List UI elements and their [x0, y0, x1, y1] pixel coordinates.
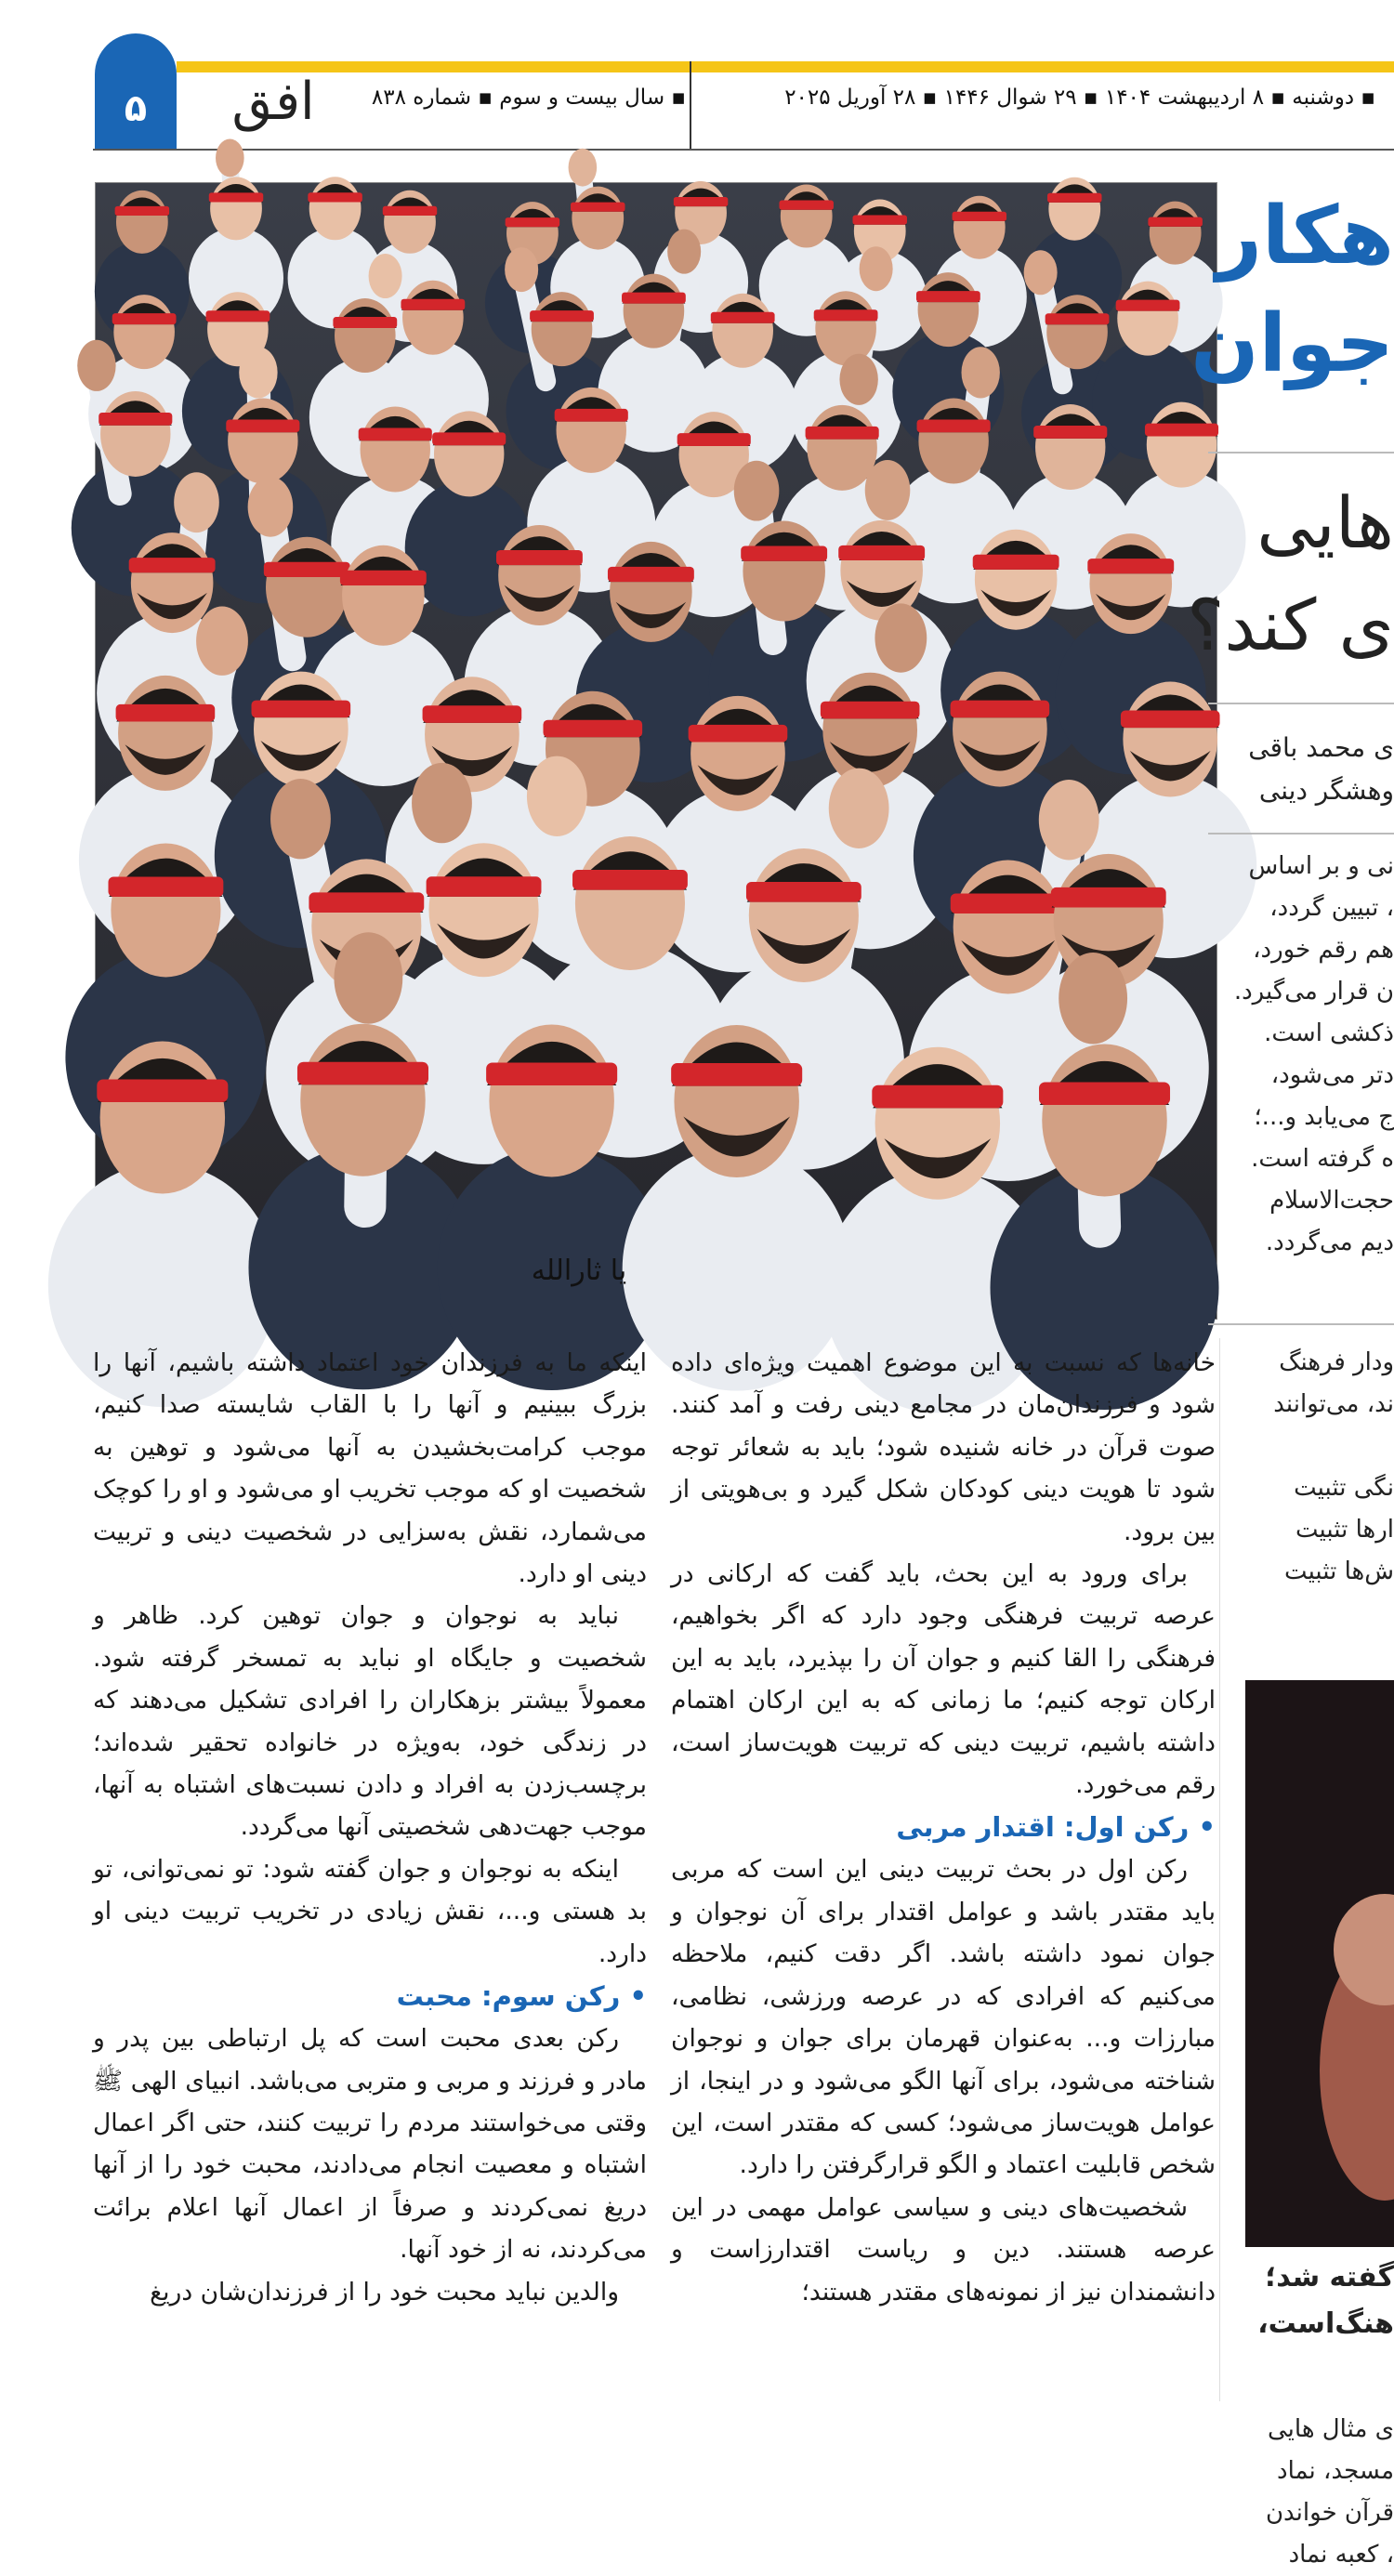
adjacent-photo-illustration — [1245, 1680, 1394, 2247]
person-hand — [196, 606, 248, 675]
mid-line: نگی تثبیت — [1294, 1474, 1394, 1502]
red-headband — [206, 310, 270, 322]
intro-line: ه گرفته است. — [1251, 1145, 1394, 1173]
intro-line: نی و بر اساس — [1248, 852, 1394, 880]
person-hand — [505, 247, 538, 292]
person-hand — [667, 230, 701, 274]
adjacent-article-column — [1187, 182, 1394, 2569]
intro-line: هم رقم خورد، — [1253, 936, 1394, 964]
paragraph: والدین نباید محبت خود را از فرزندان‌شان دریغ — [150, 2277, 619, 2307]
red-headband — [383, 206, 437, 216]
red-headband — [423, 705, 522, 723]
paragraph: برای ورود به این بحث، باید گفت که ارکانی در عرصه تربیت فرهنگی وجود دارد که اگر بخواهیم، فرهنگی را القا کنیم و جوان آن را بپذیرد، باید به این ارکان توجه کنیم؛ ما زمانی که به این ارکان اهتمام داشته باشیم، تربیت دینی که تربیت هویت‌ساز است، رقم می‌خورد. — [671, 1559, 1216, 1800]
red-headband — [264, 562, 350, 577]
column-rule — [1219, 1338, 1220, 2401]
intro-line: حجت‌الاسلام — [1269, 1187, 1394, 1215]
person-hand — [734, 461, 780, 521]
person-hand — [334, 932, 402, 1023]
red-headband — [555, 409, 628, 422]
red-headband — [308, 192, 362, 202]
person-hand — [248, 477, 294, 537]
red-headband — [496, 550, 583, 565]
publication-logo: افق — [231, 72, 315, 132]
intro-line: ن قرار می‌گیرد. — [1233, 978, 1394, 1005]
red-headband — [814, 309, 878, 321]
bottom-line: ، کعبه نماد — [1288, 2541, 1394, 2569]
red-headband — [209, 192, 263, 202]
mid-line: ودار فرهنگ — [1279, 1348, 1394, 1376]
intro-line: ذکشی است. — [1264, 1019, 1394, 1047]
adjacent-author-line-1: ی محمد باقی — [1248, 732, 1394, 763]
red-headband — [779, 201, 833, 210]
red-headband — [486, 1062, 617, 1085]
person-hand — [839, 354, 877, 405]
bottom-line: ی مثال هایی — [1267, 2415, 1394, 2443]
red-headband — [333, 317, 397, 328]
red-headband — [252, 701, 351, 718]
person-hand — [270, 779, 331, 859]
person-hand — [865, 460, 911, 520]
person-hand — [174, 472, 219, 532]
red-headband — [951, 701, 1050, 718]
adjacent-author-line-2: وهشگر دینی — [1258, 775, 1394, 806]
red-headband — [226, 419, 299, 432]
red-headband — [427, 876, 542, 897]
red-headband — [821, 702, 920, 719]
subheading-first-pillar: • رکن اول: اقتدار مربی — [896, 1811, 1216, 1844]
header-date-line: ▪ دوشنبه ▪ ۸ اردیبهشت ۱۴۰۴ ▪ ۲۹ شوال ۱۴۴۶ ▪ ۲۸ آوریل ۲۰۲۵ — [784, 85, 1375, 110]
mid-line: ارها تثبیت — [1295, 1516, 1394, 1544]
paragraph: نباید به نوجوان و جوان توهین کرد. ظاهر و شخصیت و جایگاه او نباید به تمسخر گرفته شود. معمولاً بیشتر بزهکاران را افرادی تشکیل می‌دهند که در زندگی خود، به‌ویژه در خانواده تحقیر شده‌اند؛ برچسب‌زدن به افراد و دادن نسبت‌های اشتباه به آنها، موجب جهت‌دهی شخصیتی آنها می‌گردد. — [93, 1601, 647, 1842]
headband-text: یا ثارالله — [531, 1255, 627, 1287]
red-headband — [608, 567, 694, 582]
red-headband — [309, 892, 424, 913]
paragraph: رکن بعدی محبت است که پل ارتباطی بین پدر و مادر و فرزند و مربی و متربی می‌باشد. انبیای الهی ﷺ وقتی می‌خواستند مردم را تربیت کنند، حتی اگر اعمال اشتباه و معصیت انجام می‌دادند، محبت خود را از آنها دریغ نمی‌کردند و صرفاً از اعمال آنها اعلام برائت می‌کردند، نه از خود آنها. — [93, 2024, 647, 2265]
adjacent-subheadline-1: هایی — [1256, 481, 1394, 564]
red-headband — [571, 203, 625, 212]
red-headband — [359, 428, 432, 441]
page-number: ۵ — [124, 87, 148, 130]
page-number-tab — [95, 33, 177, 151]
header-bottom-rule — [93, 149, 1394, 151]
person-hand — [216, 139, 244, 177]
red-headband — [917, 419, 991, 432]
red-headband — [112, 313, 177, 324]
red-headband — [116, 704, 216, 722]
adjacent-separator — [1208, 452, 1394, 453]
person-hand — [412, 763, 472, 843]
adjacent-separator-2 — [1208, 703, 1394, 704]
subheading-third-pillar: • رکن سوم: محبت — [396, 1980, 647, 2013]
adjacent-subheadline-2: ی کند؟ — [1187, 584, 1394, 666]
person-hand — [369, 254, 402, 298]
person-hand — [239, 347, 277, 398]
adjacent-caption-1: گفته شد؛ — [1265, 2261, 1394, 2293]
red-headband — [853, 216, 907, 225]
red-headband — [109, 876, 224, 897]
adjacent-headline-blue-2: جوان — [1190, 297, 1394, 390]
person-hand — [569, 149, 598, 187]
adjacent-separator-4 — [1208, 1323, 1394, 1325]
mid-line: ند، می‌توانند — [1273, 1390, 1394, 1418]
adjacent-photo — [1245, 1680, 1394, 2247]
adjacent-caption-2: هنگ‌است، — [1257, 2307, 1394, 2340]
intro-line: دتر می‌شود، — [1270, 1061, 1394, 1089]
adjacent-bottom-text — [911, 2409, 1394, 2576]
paragraph: شخصیت‌های دینی و سیاسی عوامل مهمی در این عرصه هستند. دین و ریاست اقتدارزاست و دانشمندان نیز از نمونه‌های مقتدر هستند؛ — [671, 2192, 1216, 2307]
red-headband — [99, 413, 172, 426]
red-headband — [401, 299, 465, 310]
article-column-middle — [671, 1342, 1216, 2313]
bottom-line: قرآن خواندن — [1265, 2499, 1394, 2527]
intro-line: ج می‌یابد و...؛ — [1254, 1103, 1394, 1131]
red-headband — [340, 571, 427, 585]
person-hand — [77, 340, 115, 391]
paragraph: اینکه ما به فرزندان خود اعتماد داشته باشیم، آنها را بزرگ ببینیم و آنها را با القاب شایسته صدا کنیم، موجب کرامت‌بخشیدن به آنها می‌شود و توهین به شخصیت او که موجب تخریب او می‌شود و او را کوچک می‌شمارد، نقش به‌سزایی در شخصیت دینی و تربیت دینی او دارد. — [93, 1348, 647, 1589]
header-divider — [690, 61, 691, 151]
red-headband — [1145, 424, 1218, 437]
red-headband — [622, 293, 686, 304]
bottom-line: مسجد، نماد — [1277, 2457, 1394, 2485]
red-headband — [677, 433, 751, 446]
red-headband — [432, 432, 506, 445]
red-headband — [741, 546, 827, 561]
person-hand — [527, 756, 587, 836]
intro-line: دیم می‌گردد. — [1265, 1229, 1394, 1256]
red-headband — [506, 217, 559, 227]
adjacent-separator-3 — [1208, 833, 1394, 835]
red-headband — [1033, 426, 1107, 439]
paragraph: اینکه به نوجوان و جوان گفته شود: تو نمی‌توانی، تو بد هستی و...، نقش زیادی در تخریب تربیت دینی او دارد. — [93, 1854, 647, 1968]
header-issue-line: ▪ سال بیست و سوم ▪ شماره ۸۳۸ — [371, 85, 686, 110]
red-headband — [674, 197, 728, 206]
red-headband — [530, 310, 594, 322]
mid-line: ش‌ها تثبیت — [1284, 1557, 1394, 1585]
red-headband — [297, 1062, 428, 1085]
adjacent-headline-blue-1: هکار — [1216, 190, 1394, 283]
person-hand — [860, 246, 893, 291]
red-headband — [1121, 710, 1220, 728]
red-headband — [543, 720, 642, 738]
red-headband — [115, 206, 169, 216]
red-headband — [806, 427, 879, 440]
red-headband — [97, 1079, 228, 1102]
person-hand — [829, 769, 889, 848]
paragraph: خانه‌ها که نسبت به این موضوع اهمیت ویژه‌ای داده شود و فرزندان‌مان در مجامع دینی رفت و آمد کنند. صوت قرآن در خانه شنیده شود؛ باید به شعائر توجه شود تا هویت دینی کودکان شکل گیرد و بی‌هویتی از بین برود. — [671, 1348, 1216, 1546]
red-headband — [129, 558, 216, 572]
intro-line: ، تبیین گردد، — [1269, 894, 1394, 922]
adjacent-intro — [911, 846, 1394, 1264]
article-column-left — [93, 1342, 647, 2313]
red-headband — [671, 1063, 802, 1086]
red-headband — [689, 725, 788, 743]
paragraph: رکن اول در بحث تربیت دینی این است که مربی باید مقتدر باشد و عوامل اقتدار برای آن نوجوان و جوان نمود داشته باشد. اگر دقت کنیم، ملاحظه می‌کنیم که افرادی که در عرصه ورزشی، نظامی، مبارزات و... به‌عنوان قهرمان برای جوان و نوجوان شناخته می‌شود، برای آنها الگو می‌شود و در اینجا، از عوامل هویت‌ساز می‌شود؛ کسی که مقتدر است، این شخص قابلیت اعتماد و الگو قرارگرفتن را دارد. — [671, 1855, 1216, 2180]
red-headband — [711, 312, 775, 323]
red-headband — [572, 870, 688, 890]
red-headband — [746, 882, 861, 902]
